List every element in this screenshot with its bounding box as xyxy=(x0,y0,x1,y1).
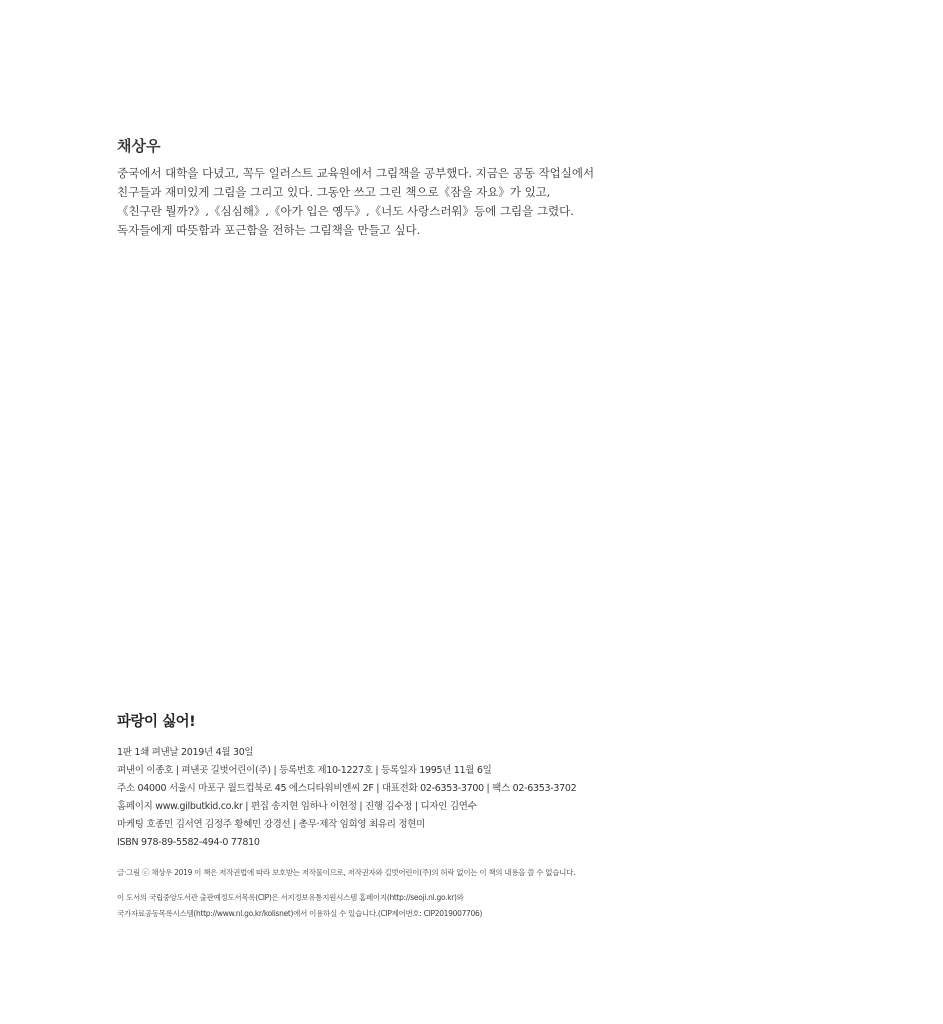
author-bio-line: 중국에서 대학을 다녔고, 꼭두 일러스트 교육원에서 그림책을 공부했다. 지금은 공동 작업실에서 xyxy=(117,166,595,180)
copyright-notice: 글·그림 ⓒ 채상우 2019 이 책은 저작권법에 따라 보호받는 저작물이므로, 저작권자와 길벗어린이(주)의 허락 없이는 이 책의 내용을 쓸 수 없습니다. xyxy=(117,868,576,877)
colophon xyxy=(117,712,837,922)
address-line: 주소 04000 서울시 마포구 월드컵북로 45 에스디타워비엔씨 2F | 대표전화 02-6353-3700 | 팩스 02-6353-3702 xyxy=(117,783,577,794)
cip-line: 이 도서의 국립중앙도서관 출판예정도서목록(CIP)은 서지정보유통지원시스템 홈페이지(http://seoji.nl.go.kr)와 xyxy=(117,893,464,902)
author-block xyxy=(117,136,817,240)
cip-line: 국가자료공동목록시스템(http://www.nl.go.kr/kolisnet)에서 이용하실 수 있습니다.(CIP제어번호: CIP2019007706) xyxy=(117,909,483,918)
isbn-line: ISBN 978-89-5582-494-0 77810 xyxy=(117,837,260,848)
publisher-line: 펴낸이 이종호 | 펴낸곳 길벗어린이(주) | 등록번호 제10-1227호 | 등록일자 1995년 11월 6일 xyxy=(117,765,492,776)
author-name: 채상우 xyxy=(117,137,161,155)
author-bio-line: 《친구란 뭘까?》,《심심해》,《아가 입은 옝두》,《너도 사랑스러워》등에 그림을 그렸다. xyxy=(117,204,574,218)
cip-notice xyxy=(117,890,837,922)
edition-line: 1판 1쇄 펴낸날 2019년 4월 30일 xyxy=(117,747,254,758)
author-bio-line: 독자들에게 따뜻함과 포근함을 전하는 그림책을 만들고 싶다. xyxy=(117,223,421,237)
marketing-line: 마케팅 호종민 김서연 김정주 황혜민 강경선 | 총무·제작 임희영 최유리 정현미 xyxy=(117,819,426,830)
homepage-line: 홈페이지 www.gilbutkid.co.kr | 편집 송지현 임하나 이현정 | 진행 김수정 | 디자인 김연수 xyxy=(117,801,477,812)
book-title: 파랑이 싫어! xyxy=(117,714,196,730)
author-bio-line: 친구들과 재미있게 그림을 그리고 있다. 그동안 쓰고 그린 책으로《잠을 자요》가 있고, xyxy=(117,185,551,199)
